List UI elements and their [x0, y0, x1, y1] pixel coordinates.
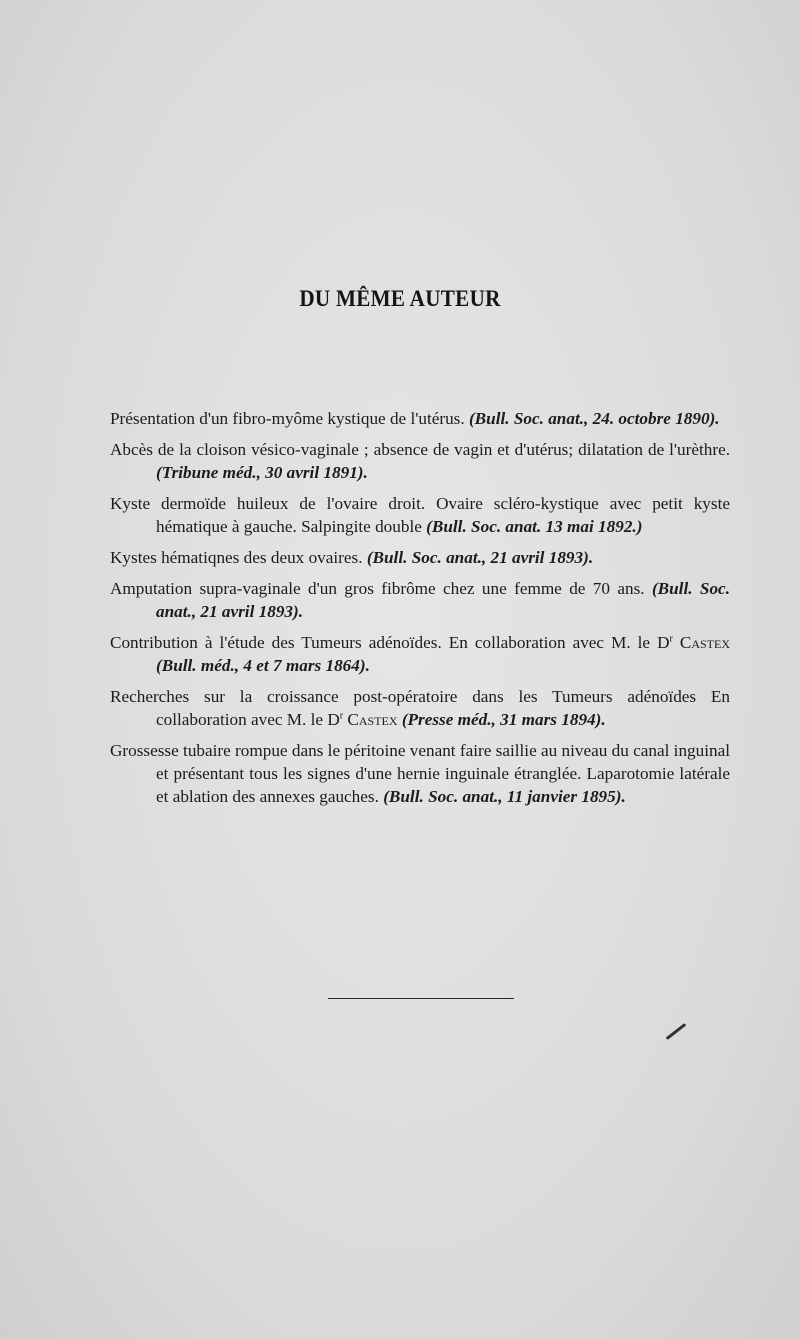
- entry-text: Contribution à l'étude des Tumeurs adénoïdes. En collaboration avec M. le D: [110, 633, 670, 652]
- entry-text: Abcès de la cloison vésico-vaginale ; absence de vagin et d'utérus; dilatation de l'urèthre.: [110, 440, 730, 459]
- horizontal-rule: [328, 998, 514, 999]
- entry-author-name: Castex: [347, 710, 398, 729]
- entry-author-name: Castex: [679, 633, 730, 652]
- list-item: [110, 407, 730, 430]
- entry-citation: (Bull. méd., 4 et 7 mars 1864).: [156, 656, 370, 675]
- page-title: DU MÊME AUTEUR: [299, 286, 501, 311]
- entry-citation: (Bull. Soc. anat., 11 janvier 1895).: [383, 787, 626, 806]
- entry-superscript: r: [339, 710, 344, 722]
- entry-citation: (Bull. Soc. anat., 24. octobre 1890).: [468, 409, 720, 428]
- entry-citation: (Presse méd., 31 mars 1894).: [401, 710, 606, 729]
- entry-citation: (Bull. Soc. anat., 21 avril 1893).: [366, 548, 594, 567]
- entry-text: Recherches sur la croissance post-opératoire dans les Tumeurs adénoïdes En collaboration avec M. le D: [110, 687, 730, 729]
- entry-text: Grossesse tubaire rompue dans le péritoine venant faire saillie au niveau du canal inguinal et présentant tous les signes d'une hernie inguinale étranglée. Laparotomie latérale et ablation des annexes gauches.: [110, 741, 730, 806]
- publication-list: [110, 407, 730, 816]
- list-item: [110, 739, 730, 808]
- list-item: [110, 492, 730, 538]
- entry-superscript: r: [669, 633, 673, 645]
- entry-text: Présentation d'un fibro-myôme kystique de l'utérus.: [110, 409, 469, 428]
- entry-text: Kystes hématiqnes des deux ovaires.: [110, 548, 367, 567]
- list-item: [110, 631, 730, 677]
- list-item: [110, 438, 730, 484]
- entry-text: Amputation supra-vaginale d'un gros fibrôme chez une femme de 70 ans.: [110, 579, 652, 598]
- ink-mark: [666, 1023, 687, 1040]
- entry-citation: (Bull. Soc. anat. 13 mai 1892.): [426, 517, 643, 536]
- entry-text: Kyste dermoïde huileux de l'ovaire droit. Ovaire scléro-kystique avec petit kyste hématique à gauche. Salpingite double: [110, 494, 730, 536]
- list-item: [110, 546, 730, 569]
- entry-citation: (Tribune méd., 30 avril 1891).: [156, 463, 368, 482]
- entry-citation: (Bull. Soc. anat., 21 avril 1893).: [156, 579, 730, 621]
- list-item: [110, 685, 730, 731]
- list-item: [110, 577, 730, 623]
